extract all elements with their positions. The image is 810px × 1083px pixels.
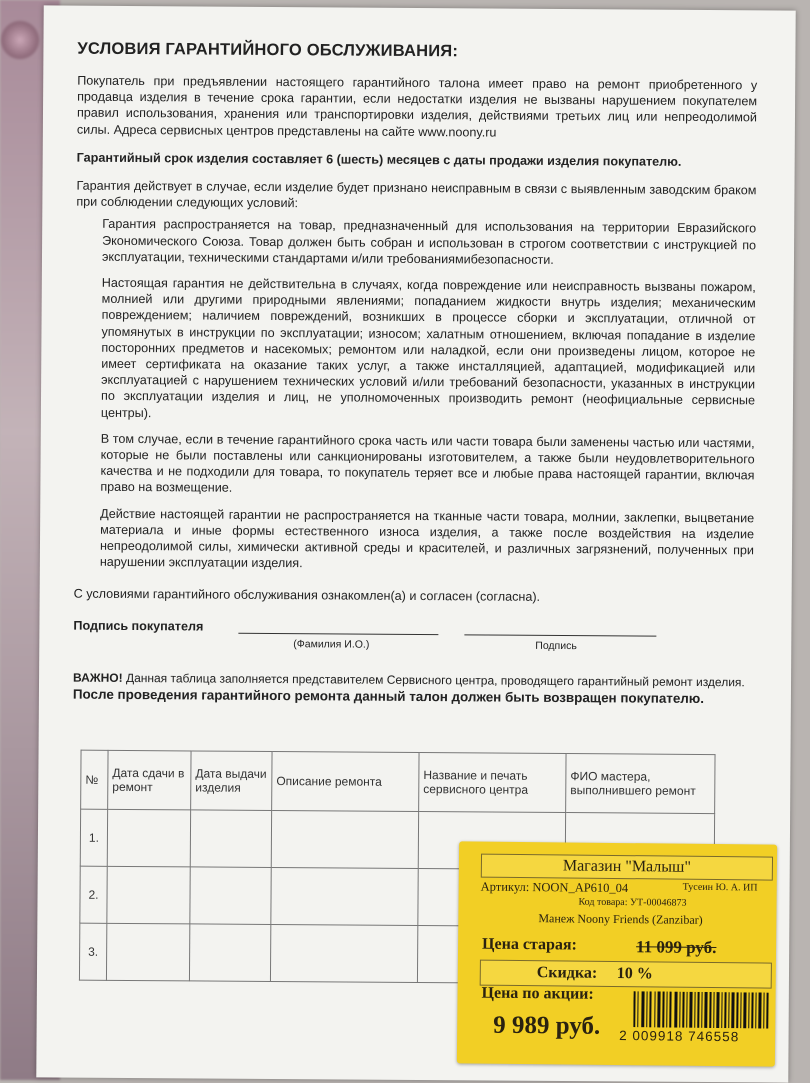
table-cell[interactable] (271, 867, 418, 925)
condition-item: Действие настоящей гарантии не распространяется на тканные части товара, молнии, заклепки, выцветание материала и иные формы естественного износа изделия, а также после воздействия на изделие непреодолимой силы, химически активной среды и красителей, и различных загрязнений, полученных при нарушении эксплуатации изделия. (99, 506, 755, 571)
discount-value: 10 % (616, 964, 653, 983)
warranty-text-block (73, 40, 758, 706)
name-line[interactable] (238, 631, 438, 634)
promo-price: 9 989 руб. (493, 1011, 601, 1040)
conditions-intro: Гарантия действует в случае, если изделие будет признано неисправным в связи с выявленным заводским браком при соблюдении следующих условий: (76, 178, 757, 211)
old-price-label: Цена старая: (482, 935, 577, 954)
signature-line[interactable] (464, 633, 656, 636)
table-cell[interactable] (190, 867, 271, 925)
row-number: 2. (80, 866, 107, 923)
price-sticker (457, 841, 777, 1066)
warranty-period: Гарантийный срок изделия составляет 6 (шесть) месяцев с даты продажи изделия покупателю. (76, 150, 682, 169)
column-header-description: Описание ремонта (272, 752, 419, 812)
important-label: ВАЖНО! (73, 670, 123, 685)
name-caption: (Фамилия И.О.) (293, 637, 370, 651)
table-cell[interactable] (271, 810, 418, 868)
table-cell[interactable] (270, 924, 417, 982)
table-cell[interactable] (190, 810, 271, 868)
table-cell[interactable] (107, 809, 190, 867)
promo-price-label: Цена по акции: (481, 984, 594, 1003)
signature-caption: Подпись (535, 639, 577, 652)
agreement-statement: С условиями гарантийного обслуживания ознакомлен(а) и согласен (согласна). (73, 587, 541, 605)
discount-label: Скидка: (536, 964, 598, 982)
signature-row (73, 618, 753, 637)
row-number: 3. (79, 923, 106, 980)
table-cell[interactable] (107, 866, 190, 924)
shop-name: Магазин "Малыш" (481, 854, 773, 881)
old-price: 11 099 руб. (635, 937, 717, 958)
table-cell[interactable] (189, 924, 270, 982)
important-text: Данная таблица заполняется представителем Сервисного центра, проводящего гарантийный ремонт изделия. (122, 670, 745, 689)
article-number: Артикул: NOON_AP610_04 (480, 879, 629, 896)
seller-name: Тусеин Ю. А. ИП (682, 881, 758, 894)
table-cell[interactable] (106, 923, 189, 981)
column-header-service-center: Название и печать сервисного центра (419, 753, 566, 813)
page-title: УСЛОВИЯ ГАРАНТИЙНОГО ОБСЛУЖИВАНИЯ: (77, 39, 459, 61)
table-header-row (81, 750, 715, 813)
column-header-number: № (81, 750, 108, 809)
signature-captions (73, 636, 753, 653)
column-header-date-out: Дата выдачи изделия (191, 751, 272, 811)
intro-paragraph: Покупатель при предъявлении настоящего гарантийного талона имеет право на ремонт приобретенного у продавца изделия в течение срока гарантии, если недостатки изделия не вызваны нарушением покупателем правил использования, хранения или транспортировки изделия, действиями третьих лиц или непреодолимой силы. Адреса сервисных центров представлены на сайте www.noony.ru (76, 73, 758, 140)
condition-item: Гарантия распространяется на товар, предназначенный для использования на территории Евразийского Экономического Союза. Товар должен быть собран и использован в строгом соответствии с инструкцией по эксплуатации, техническими стандартами и/или требованиямибезопасности. (101, 217, 757, 267)
conditions-list (74, 216, 756, 575)
product-code: Код товара: УТ-00046873 (578, 896, 687, 909)
column-header-date-in: Дата сдачи в ремонт (108, 750, 191, 810)
condition-item: В том случае, если в течение гарантийного срока часть или части товара были заменены частью или частями, которые не были поставлены или санкционированы изготовителем, а также были неудовлетворительного качества и не подходили для товара, то покупатель теряет все и любые права настоящей гарантии, включая право на возмещение. (100, 431, 755, 496)
return-note: После проведения гарантийного ремонта данный талон должен быть возвращен покупателю. (72, 686, 705, 706)
condition-item: Настоящая гарантия не действительна в случаях, когда повреждение или неисправность вызваны пожаром, молнией или другими природными явлениями; попаданием жидкости внутрь изделия; механическим повреждением; наличием повреждений, возникших в процессе сборки и эксплуатации, отличной от упомянутых в инструкции по эксплуатации; износом; халатным отношением, включая попадание в изделие посторонних предметов и насекомых; ремонтом или наладкой, если они произведены лицом, которое не имеет сертификата на оказание таких услуг, а также инсталляцией, адаптацией, модификацией или эксплуатацией с нарушением технических условий и/или требований безопасности, указанных в инструкции по эксплуатации изделия и лиц, не уполномоченных производить ремонт (неофициальные сервисные центры). (100, 275, 756, 420)
product-name: Манеж Noony Friends (Zanzibar) (538, 911, 703, 927)
barcode-icon (633, 991, 769, 1028)
signature-label: Подпись покупателя (73, 618, 204, 634)
row-number: 1. (80, 809, 107, 866)
column-header-master: ФИО мастера, выполнившего ремонт (566, 754, 715, 814)
barcode-number: 2 009918 746558 (619, 1028, 740, 1045)
